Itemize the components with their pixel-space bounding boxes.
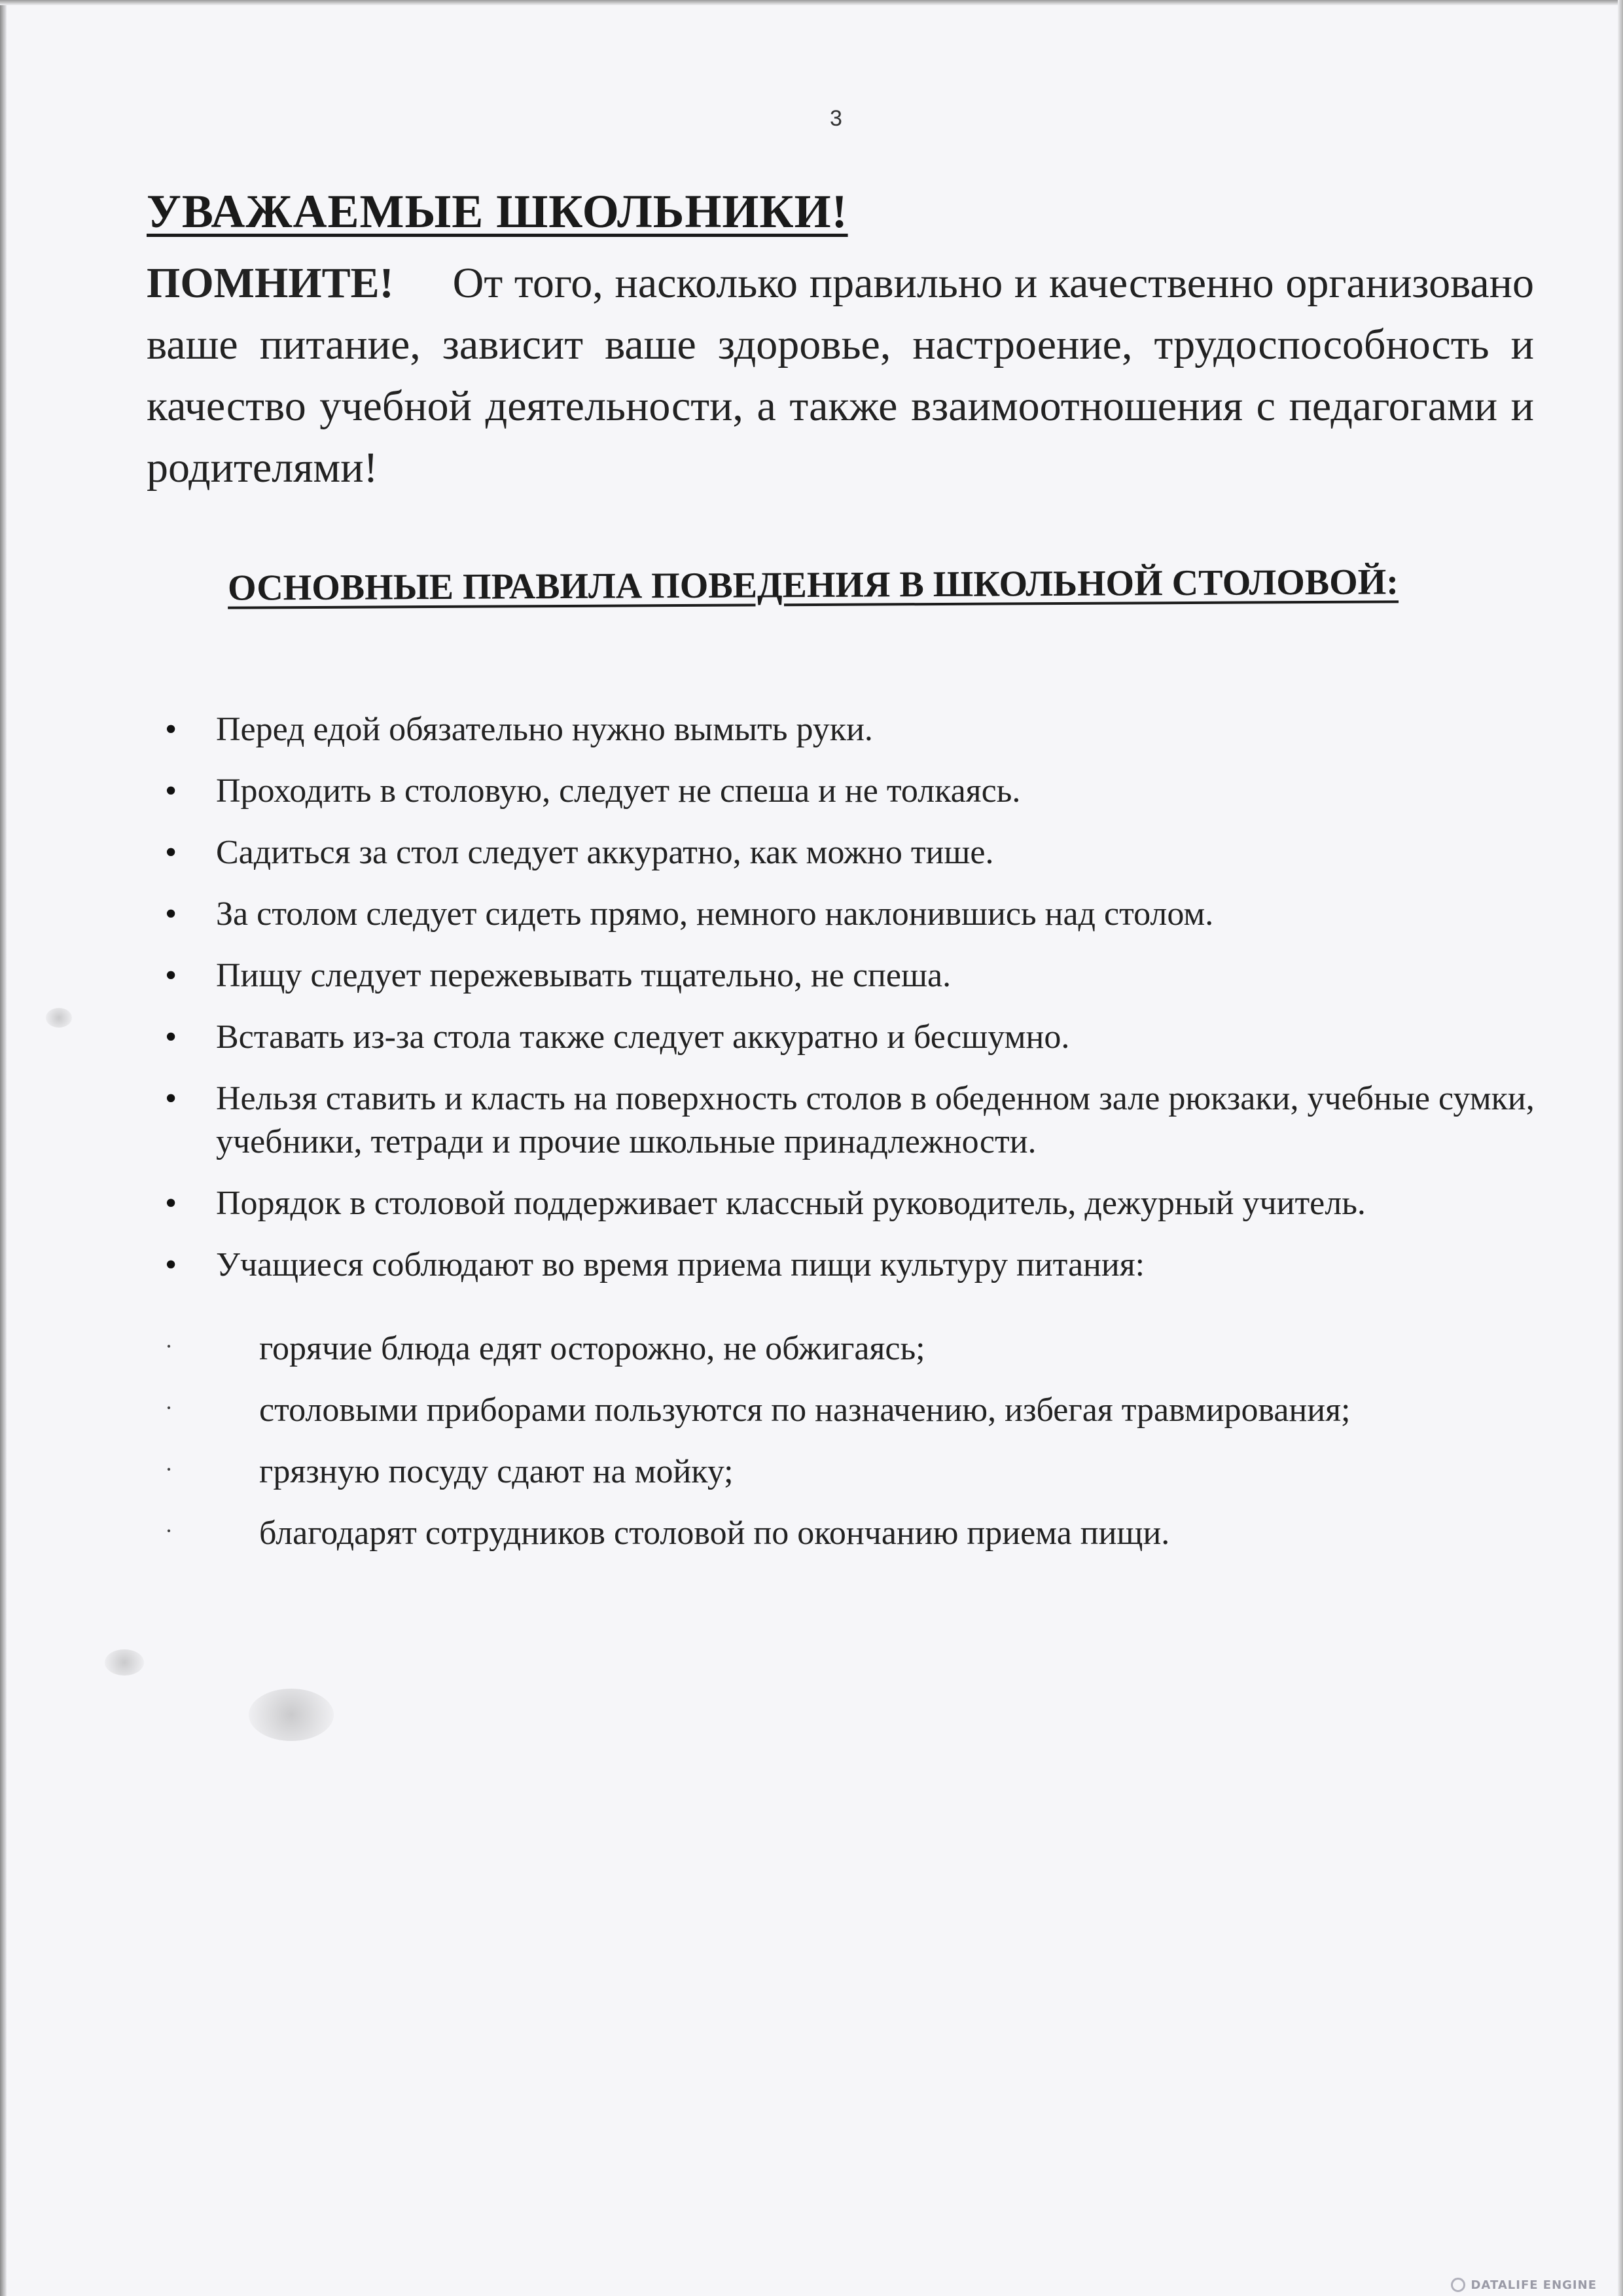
bullet-icon: • — [165, 1018, 177, 1056]
rule-item — [165, 1244, 1565, 1287]
bullet-icon: • — [165, 957, 177, 994]
sub-rule-text: грязную посуду сдают на мойку; — [259, 1453, 734, 1490]
rule-item — [165, 1016, 1565, 1059]
sub-rule-text: благодарят сотрудников столовой по окончанию приема пищи. — [259, 1515, 1170, 1552]
intro-lead: ПОМНИТЕ! — [147, 259, 394, 307]
rule-text: Вставать из-за стола также следует аккуратно и бесшумно. — [216, 1018, 1070, 1056]
page-number: 3 — [830, 106, 842, 131]
rule-item — [165, 770, 1565, 813]
sub-rule-text: столовыми приборами пользуются по назначению, избегая травмирования; — [259, 1391, 1351, 1429]
section-heading: ОСНОВНЫЕ ПРАВИЛА ПОВЕДЕНИЯ В ШКОЛЬНОЙ СТОЛОВОЙ: — [227, 562, 1399, 609]
sub-rules-list — [165, 1327, 1565, 1573]
rule-item — [165, 1182, 1565, 1225]
sub-rule-item — [165, 1450, 1565, 1494]
rule-item — [165, 708, 1565, 751]
sub-rule-text: горячие блюда едят осторожно, не обжигаясь; — [259, 1330, 925, 1367]
bullet-icon: • — [165, 895, 177, 933]
watermark-logo-icon — [1451, 2278, 1465, 2292]
rule-text: За столом следует сидеть прямо, немного наклонившись над столом. — [216, 895, 1214, 933]
bullet-icon: • — [165, 1185, 177, 1222]
bullet-icon: • — [165, 711, 177, 748]
sub-rule-item — [165, 1512, 1565, 1555]
rules-list — [165, 708, 1565, 1305]
scan-smudge — [46, 1008, 72, 1028]
bullet-icon: • — [165, 1246, 177, 1283]
rule-text: Пищу следует пережевывать тщательно, не спеша. — [216, 957, 952, 994]
scan-edge-left — [0, 0, 7, 2296]
rule-text: Перед едой обязательно нужно вымыть руки. — [216, 711, 873, 748]
scan-edge-right — [1618, 0, 1623, 2296]
bullet-icon: • — [165, 772, 177, 810]
rule-text: Садиться за стол следует аккуратно, как можно тише. — [216, 834, 994, 871]
rule-item — [165, 893, 1565, 936]
scan-smudge — [105, 1649, 144, 1676]
intro-text: От того, насколько правильно и качественно организовано ваше питание, зависит ваше здоровье, настроение, трудоспособность и качество учебной деятельности, а также взаимоотношения с педагогами и родителями! — [147, 259, 1534, 492]
rule-item — [165, 831, 1565, 874]
rule-text: Нельзя ставить и класть на поверхность столов в обеденном зале рюкзаки, учебные сумки, учебники, тетради и прочие школьные принадлежности. — [216, 1080, 1535, 1160]
rule-text: Проходить в столовую, следует не спеша и не толкаясь. — [216, 772, 1021, 810]
scan-edge-top — [0, 0, 1623, 5]
sub-bullet-icon: · — [165, 1395, 173, 1421]
page-title: УВАЖАЕМЫЕ ШКОЛЬНИКИ! — [147, 185, 848, 238]
watermark — [1451, 2278, 1597, 2292]
bullet-icon: • — [165, 1080, 177, 1117]
rule-text: Порядок в столовой поддерживает классный руководитель, дежурный учитель. — [216, 1185, 1366, 1222]
rule-text: Учащиеся соблюдают во время приема пищи культуру питания: — [216, 1246, 1145, 1283]
intro-paragraph — [147, 253, 1534, 499]
sub-bullet-icon: · — [165, 1333, 173, 1359]
sub-rule-item — [165, 1389, 1565, 1432]
rule-item — [165, 1077, 1565, 1164]
sub-rule-item — [165, 1327, 1565, 1371]
scan-smudge — [249, 1689, 334, 1741]
sub-bullet-icon: · — [165, 1456, 173, 1482]
watermark-text: DATALIFE ENGINE — [1471, 2278, 1597, 2292]
rule-item — [165, 954, 1565, 997]
bullet-icon: • — [165, 834, 177, 871]
sub-bullet-icon: · — [165, 1518, 173, 1544]
